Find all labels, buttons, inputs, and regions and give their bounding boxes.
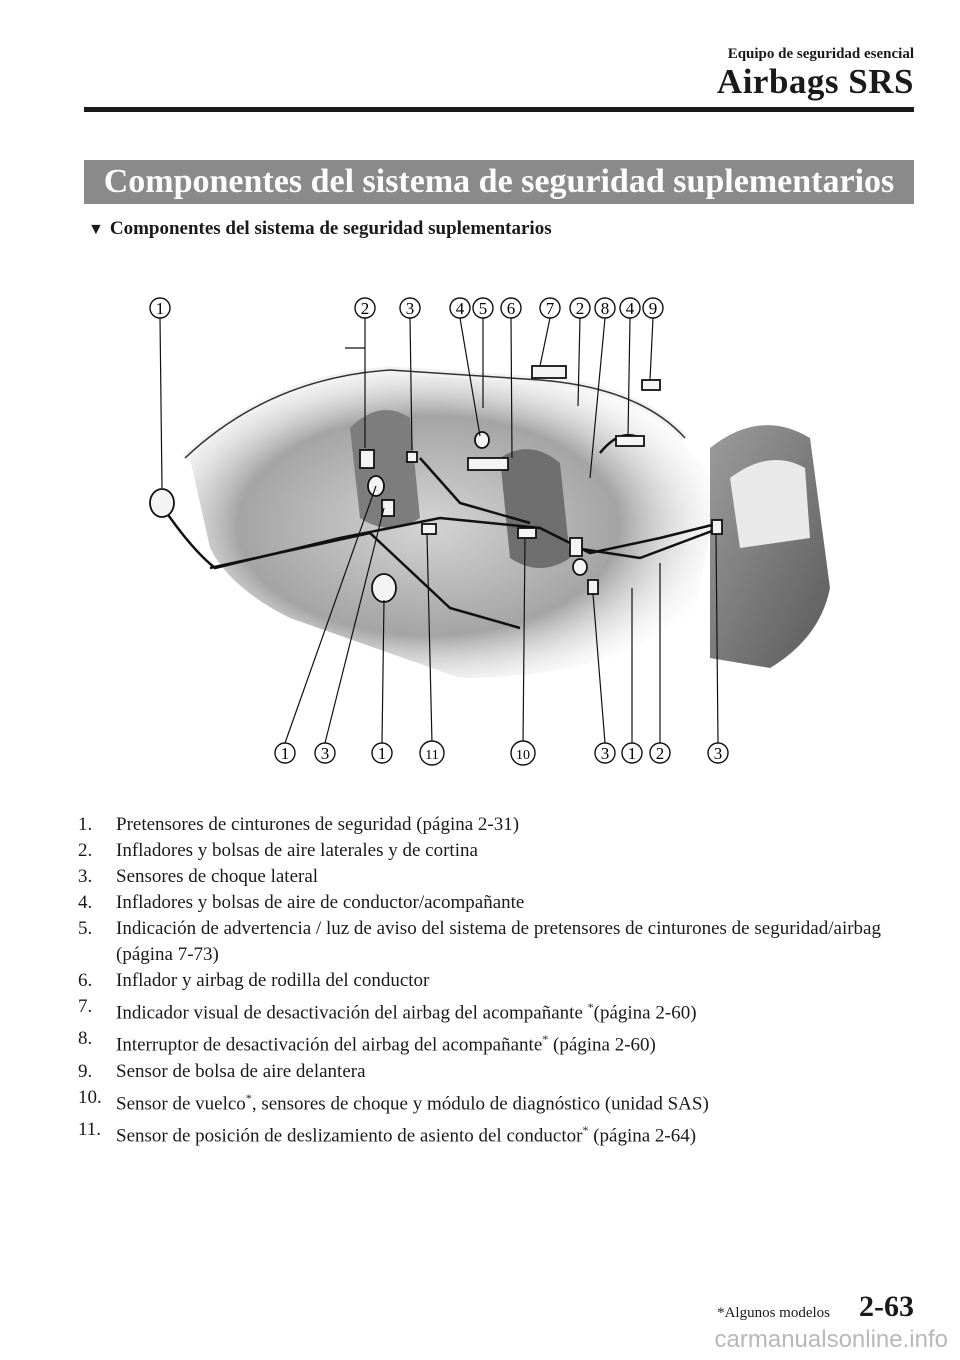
passenger-seat xyxy=(500,449,570,568)
header-rule xyxy=(84,107,914,112)
callout-top-2 xyxy=(355,298,375,318)
svg-text:8: 8 xyxy=(600,299,610,318)
legend-item: 9. Sensor de bolsa de aire delantera xyxy=(78,1060,366,1082)
svg-text:6: 6 xyxy=(506,299,516,318)
svg-text:5: 5 xyxy=(478,299,488,318)
triangle-marker-icon: ▼ xyxy=(88,221,104,238)
page-number: 2-63 xyxy=(859,1290,914,1323)
svg-text:10: 10 xyxy=(516,748,530,763)
legend-item: 10. Sensor de vuelco*, sensores de choque y módulo de diagnóstico (unidad SAS) xyxy=(78,1086,709,1114)
banner-title: Componentes del sistema de seguridad suplementarios xyxy=(84,160,914,204)
callout-top-11 xyxy=(643,298,663,318)
callout-top-7 xyxy=(540,298,560,318)
callout-bottom-9 xyxy=(708,743,728,763)
callout-bottom-8 xyxy=(650,743,670,763)
callout-bottom-5 xyxy=(511,741,535,765)
svg-text:2: 2 xyxy=(655,744,665,763)
subheading xyxy=(88,218,552,240)
svg-text:3: 3 xyxy=(405,299,415,318)
callout-bottom-6 xyxy=(595,743,615,763)
legend-item: 1. Pretensores de cinturones de seguridad (página 2-31) xyxy=(78,814,520,835)
legend-item: 5. Indicación de advertencia / luz de aviso del sistema de pretensores de cinturones de seguridad/airbag (página 7-73) xyxy=(78,918,881,965)
svg-text:2: 2 xyxy=(360,299,370,318)
callout-bottom-3 xyxy=(372,743,392,763)
callout-top-9 xyxy=(595,298,615,318)
watermark: carmanualsonline.info xyxy=(714,1326,948,1353)
section-title: Equipo de seguridad esencial xyxy=(727,46,914,62)
callout-top-4 xyxy=(450,298,470,318)
car-illustration xyxy=(120,288,860,778)
callout-bottom-1 xyxy=(275,743,295,763)
legend-item: 3. Sensores de choque lateral xyxy=(78,866,319,887)
svg-text:3: 3 xyxy=(713,744,723,763)
callout-top-1 xyxy=(150,298,170,318)
footnote: *Algunos modelos xyxy=(717,1305,830,1321)
svg-text:1: 1 xyxy=(155,299,165,318)
legend-item: 2. Infladores y bolsas de aire laterales y de cortina xyxy=(78,840,478,861)
svg-text:4: 4 xyxy=(625,299,635,318)
svg-text:9: 9 xyxy=(648,299,658,318)
car-srs-diagram xyxy=(120,288,860,778)
svg-text:1: 1 xyxy=(627,744,637,763)
callout-bottom-4 xyxy=(420,741,444,765)
svg-text:1: 1 xyxy=(280,744,290,763)
legend-item: 7. Indicador visual de desactivación del airbag del acompañante *(página 2-60) xyxy=(78,996,697,1024)
callout-bottom-7 xyxy=(622,743,642,763)
svg-text:2: 2 xyxy=(575,299,585,318)
svg-text:1: 1 xyxy=(377,744,387,763)
bottom-callouts xyxy=(275,741,728,765)
svg-text:7: 7 xyxy=(545,299,555,318)
callout-top-10 xyxy=(620,298,640,318)
top-callouts xyxy=(150,298,663,318)
subheading-text: Componentes del sistema de seguridad suplementarios xyxy=(109,218,552,239)
component-legend xyxy=(78,812,908,1149)
legend-item: 11. Sensor de posición de deslizamiento de asiento del conductor* (página 2-64) xyxy=(78,1118,697,1147)
callout-top-3 xyxy=(400,298,420,318)
svg-text:3: 3 xyxy=(320,744,330,763)
svg-text:4: 4 xyxy=(455,299,465,318)
svg-text:3: 3 xyxy=(600,744,610,763)
callout-top-8 xyxy=(570,298,590,318)
callout-top-5 xyxy=(473,298,493,318)
callout-bottom-2 xyxy=(315,743,335,763)
legend-item: 8. Interruptor de desactivación del airbag del acompañante* (página 2-60) xyxy=(78,1028,656,1056)
callout-top-6 xyxy=(501,298,521,318)
legend-item: 4. Infladores y bolsas de aire de conductor/acompañante xyxy=(78,892,525,913)
car-body xyxy=(190,373,720,678)
legend-item: 6. Inflador y airbag de rodilla del conductor xyxy=(78,970,430,991)
chapter-title: Airbags SRS xyxy=(716,62,914,101)
svg-text:11: 11 xyxy=(425,748,439,763)
